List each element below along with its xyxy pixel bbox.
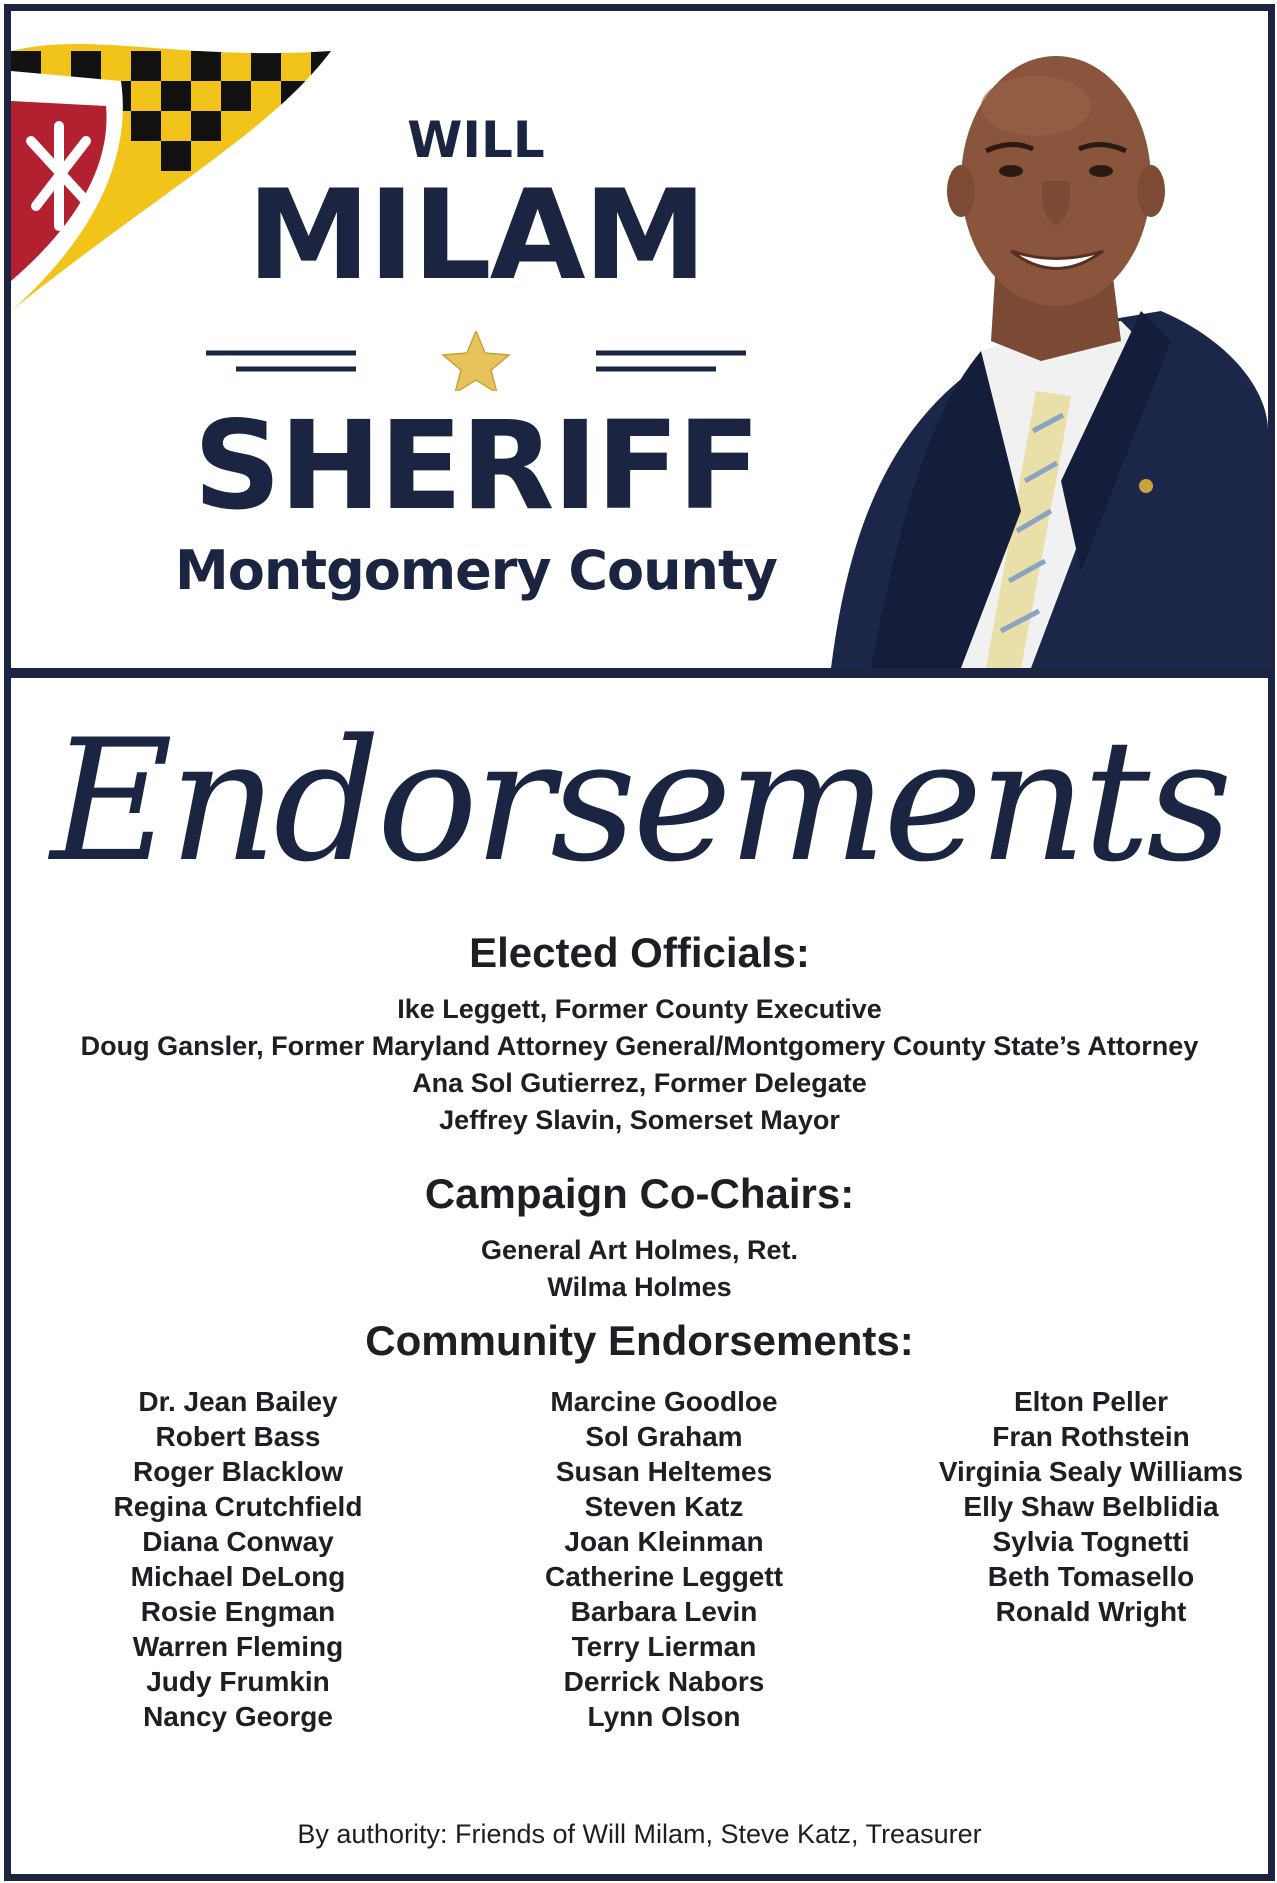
list-item: Virginia Sealy Williams	[938, 1456, 1244, 1487]
list-item: Robert Bass	[155, 1421, 321, 1452]
candidate-first-name: WILL	[407, 111, 545, 169]
campaign-co-chairs-heading: Campaign Co-Chairs:	[424, 1170, 855, 1217]
candidate-last-name: MILAM	[247, 164, 705, 308]
list-item: Doug Gansler, Former Maryland Attorney General/Montgomery County State’s Attorney	[80, 1031, 1199, 1061]
list-item: Diana Conway	[142, 1526, 334, 1557]
endorsements-title: Endorsements	[50, 703, 1229, 899]
list-item: Joan Kleinman	[564, 1526, 764, 1557]
list-item: Nancy George	[143, 1701, 333, 1732]
campaign-co-chairs-list	[11, 1232, 1268, 1306]
list-item: Jeffrey Slavin, Somerset Mayor	[439, 1105, 840, 1135]
list-item: Sol Graham	[585, 1421, 743, 1452]
list-item: Judy Frumkin	[146, 1666, 330, 1697]
list-item: Fran Rothstein	[992, 1421, 1190, 1452]
list-item: Regina Crutchfield	[113, 1491, 363, 1522]
list-item: Michael DeLong	[130, 1561, 346, 1592]
list-item: Terry Lierman	[571, 1631, 757, 1662]
campaign-header	[11, 11, 1268, 668]
list-item: Catherine Leggett	[544, 1561, 784, 1592]
flyer-frame	[4, 4, 1275, 1881]
list-item: Barbara Levin	[570, 1596, 758, 1627]
list-item: Marcine Goodloe	[550, 1386, 778, 1417]
list-item: Ana Sol Gutierrez, Former Delegate	[412, 1068, 867, 1098]
list-item: Warren Fleming	[132, 1631, 344, 1662]
jurisdiction-label: Montgomery County	[175, 539, 777, 602]
list-item: Dr. Jean Bailey	[138, 1386, 338, 1417]
list-item: Susan Heltemes	[555, 1456, 773, 1487]
community-column-3	[881, 1384, 1277, 1629]
list-item: Wilma Holmes	[547, 1272, 732, 1302]
list-item: Lynn Olson	[587, 1701, 741, 1732]
header-divider	[11, 668, 1268, 678]
list-item: Beth Tomasello	[987, 1561, 1195, 1592]
gold-star-icon	[443, 331, 509, 391]
star-divider	[206, 331, 746, 391]
candidate-portrait-image	[811, 11, 1268, 668]
community-column-1	[28, 1384, 448, 1734]
list-item: Derrick Nabors	[563, 1666, 765, 1697]
elected-officials-list	[11, 991, 1268, 1139]
list-item: Roger Blacklow	[132, 1456, 344, 1487]
list-item: General Art Holmes, Ret.	[480, 1235, 799, 1265]
office-title: SHERIFF	[193, 395, 759, 537]
list-item: Sylvia Tognetti	[992, 1526, 1190, 1557]
list-item: Elton Peller	[1013, 1386, 1169, 1417]
authority-line: By authority: Friends of Will Milam, Steve Katz, Treasurer	[297, 1819, 982, 1849]
list-item: Elly Shaw Belblidia	[963, 1491, 1219, 1522]
community-column-2	[454, 1384, 874, 1734]
list-item: Rosie Engman	[140, 1596, 336, 1627]
list-item: Ronald Wright	[995, 1596, 1187, 1627]
community-endorsements-heading: Community Endorsements:	[365, 1317, 914, 1364]
list-item: Steven Katz	[584, 1491, 744, 1522]
list-item: Ike Leggett, Former County Executive	[397, 994, 882, 1024]
elected-officials-heading: Elected Officials:	[469, 929, 810, 976]
